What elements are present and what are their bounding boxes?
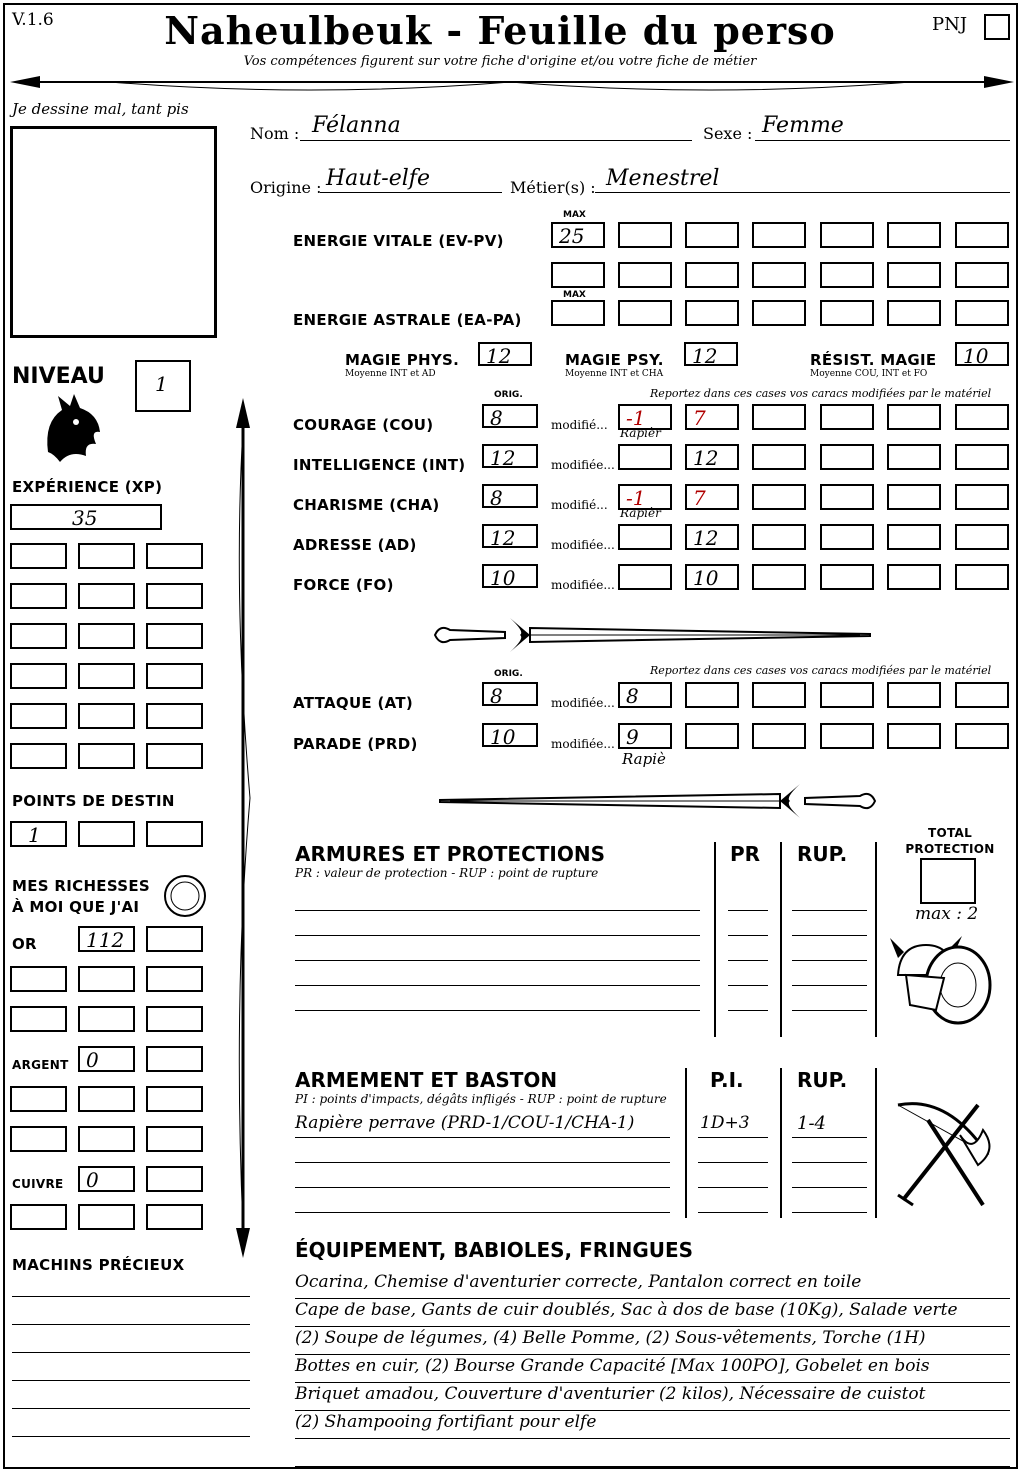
money-box[interactable] [78,1204,135,1230]
origine-value[interactable]: Haut-elfe [326,166,430,191]
xp-grid-box[interactable] [78,743,135,769]
xp-grid-box[interactable] [78,543,135,569]
armor-pr-line[interactable] [728,935,768,936]
money-box-value: 0 [86,1168,99,1192]
armor-pr-line[interactable] [728,1010,768,1011]
carac-box[interactable] [820,444,874,470]
ev-max-box[interactable]: 25 [551,222,605,248]
combat-label: ATTAQUE (AT) [293,694,414,712]
combat-orig-label: ORIG. [494,669,523,679]
armor-rup-label: RUP. [797,842,848,866]
carac-final-box-value: 12 [693,526,719,550]
weapon-rup-line[interactable] [792,1187,867,1188]
ev-box[interactable] [820,222,874,248]
carac-box[interactable] [752,484,806,510]
weapon-rup-line[interactable] [792,1137,867,1138]
weapon-line[interactable] [295,1212,670,1213]
machins-line[interactable] [12,1436,250,1437]
destin-box[interactable] [146,821,203,847]
money-box[interactable] [78,926,135,952]
weapon-rup[interactable]: 1-4 [797,1113,826,1134]
equipment-line[interactable]: (2) Shampooing fortifiant pour elfe [295,1412,1010,1439]
carac-orig-box-value: 10 [490,566,516,590]
carac-orig-box[interactable] [482,484,538,508]
machins-line[interactable] [12,1324,250,1325]
armor-divider [780,842,782,1037]
combat-box[interactable] [820,723,874,749]
cuivre-label: CUIVRE [12,1177,64,1191]
carac-mod-box[interactable] [618,524,672,550]
carac-final-box[interactable] [685,524,739,550]
resist-magie-label: RÉSIST. MAGIE [810,351,937,369]
xp-grid-box[interactable] [146,743,203,769]
armor-line[interactable] [295,960,700,961]
ev-box[interactable] [685,262,739,288]
magie-phys-note: Moyenne INT et AD [345,369,436,379]
combat-box[interactable] [887,723,941,749]
ev-box[interactable] [685,222,739,248]
xp-grid-box[interactable] [10,703,67,729]
pnj-label: PNJ [932,14,968,35]
carac-orig-box[interactable] [482,524,538,548]
xp-grid-box[interactable] [146,703,203,729]
ea-max-label: MAX [563,290,586,300]
weapon-rup-line[interactable] [792,1162,867,1163]
ea-box[interactable] [685,300,739,326]
carac-box[interactable] [752,524,806,550]
ev-box[interactable] [887,262,941,288]
magie-psy-box[interactable]: 12 [684,342,738,366]
page-title: Naheulbeuk - Feuille du perso [164,8,836,53]
money-box[interactable] [10,1204,67,1230]
armor-title: ARMURES ET PROTECTIONS [295,842,605,866]
weapons-pi-label: P.I. [710,1068,744,1092]
money-box[interactable] [78,1046,135,1072]
weapons-divider [685,1068,687,1218]
equipment-title: ÉQUIPEMENT, BABIOLES, FRINGUES [295,1238,694,1262]
carac-final-box[interactable] [685,404,739,430]
carac-orig-box[interactable] [482,564,538,588]
destin-box[interactable]: 1 [10,821,67,847]
combat-orig-box-value: 8 [490,684,503,708]
carac-orig-box-value: 12 [490,526,516,550]
xp-grid-box[interactable] [78,623,135,649]
carac-mod-box[interactable] [618,564,672,590]
money-box[interactable] [146,1086,203,1112]
money-box[interactable] [78,1126,135,1152]
carac-box[interactable] [820,484,874,510]
xp-grid-box[interactable] [146,623,203,649]
carac-mod-label: modifiée... [551,458,615,472]
carac-mod-label: modifié... [551,418,608,432]
total-protection-label-2: PROTECTION [905,842,995,856]
equipment-line[interactable] [295,1440,1010,1467]
money-box[interactable] [10,1126,67,1152]
combat-mod-box-value: 8 [626,684,639,708]
nom-value[interactable]: Félanna [312,113,401,138]
metier-value[interactable]: Menestrel [606,166,720,191]
sexe-label: Sexe : [703,124,753,143]
combat-mod-box[interactable] [618,682,672,708]
carac-mod-note: Rapièr [620,426,661,440]
ea-label: ENERGIE ASTRALE (EA-PA) [293,311,522,329]
combat-mod-box[interactable] [618,723,672,749]
combat-box[interactable] [955,723,1009,749]
ea-box[interactable] [752,300,806,326]
weapons-icon [888,1095,998,1215]
xp-grid-box[interactable] [78,703,135,729]
carac-final-box-value: 10 [693,566,719,590]
weapons-divider [780,1068,782,1218]
ev-label: ENERGIE VITALE (EV-PV) [293,232,504,250]
xp-grid-box[interactable] [10,663,67,689]
carac-box[interactable] [955,444,1009,470]
origine-line [320,192,502,193]
portrait-caption: Je dessine mal, tant pis [12,100,189,118]
carac-orig-box[interactable] [482,444,538,468]
destin-box[interactable] [78,821,135,847]
money-box[interactable] [146,1006,203,1032]
argent-label: ARGENT [12,1058,69,1072]
carac-box[interactable] [820,564,874,590]
xp-label: EXPÉRIENCE (XP) [12,478,163,496]
carac-final-box[interactable] [685,444,739,470]
carac-box[interactable] [955,404,1009,430]
money-box[interactable] [10,1086,67,1112]
money-box[interactable] [146,1204,203,1230]
armor-rup-line[interactable] [792,985,867,986]
carac-orig-box-value: 8 [490,486,503,510]
ea-box[interactable] [820,300,874,326]
machins-line[interactable] [12,1296,250,1297]
money-box[interactable] [146,1046,203,1072]
equipment-line[interactable]: Ocarina, Chemise d'aventurier correcte, Pantalon correct en toile [295,1272,1010,1299]
armor-line[interactable] [295,935,700,936]
armor-pr-line[interactable] [728,960,768,961]
xp-grid-box[interactable] [10,623,67,649]
ev-max-label: MAX [563,210,586,220]
ea-box[interactable] [887,300,941,326]
equipment-line[interactable]: Cape de base, Gants de cuir doublés, Sac à dos de base (10Kg), Salade verte [295,1300,1010,1327]
carac-box[interactable] [820,524,874,550]
ev-box[interactable] [551,262,605,288]
carac-mod-note: Rapièr [620,506,661,520]
carac-label: FORCE (FO) [293,576,394,594]
pnj-checkbox[interactable] [984,14,1010,40]
page-subtitle: Vos compétences figurent sur votre fiche d'origine et/ou votre fiche de métier [243,54,757,69]
weapons-rup-label: RUP. [797,1068,848,1092]
ea-max-box[interactable] [551,300,605,326]
carac-box[interactable] [820,404,874,430]
carac-final-box[interactable] [685,484,739,510]
combat-box[interactable] [820,682,874,708]
ev-box[interactable] [752,262,806,288]
armor-rup-line[interactable] [792,1010,867,1011]
xp-grid-box[interactable] [10,543,67,569]
armor-divider [714,842,716,1037]
carac-box[interactable] [887,564,941,590]
carac-mod-box[interactable] [618,444,672,470]
machins-line[interactable] [12,1380,250,1381]
carac-box[interactable] [752,404,806,430]
carac-label: CHARISME (CHA) [293,496,440,514]
carac-mod-label: modifié... [551,498,608,512]
money-box-value: 0 [86,1048,99,1072]
caracs-orig-label: ORIG. [494,390,523,400]
coin-icon [160,872,210,920]
weapon-pi-line[interactable] [698,1212,768,1213]
carac-final-box-value: 7 [693,486,706,510]
money-box[interactable] [78,1086,135,1112]
weapons-divider [875,1068,877,1218]
ea-box[interactable] [955,300,1009,326]
weapon-line[interactable] [295,1162,670,1163]
machins-label: MACHINS PRÉCIEUX [12,1256,185,1274]
destin-label: POINTS DE DESTIN [12,792,175,810]
combat-orig-box[interactable] [482,723,538,747]
ev-box[interactable] [752,222,806,248]
combat-box[interactable] [887,682,941,708]
total-protection-max: max : 2 [915,904,979,924]
armor-pr-line[interactable] [728,910,768,911]
xp-grid-box[interactable] [146,583,203,609]
carac-orig-box-value: 12 [490,446,516,470]
carac-final-box-value: 7 [693,406,706,430]
sword-icon [430,778,880,824]
carac-box[interactable] [955,564,1009,590]
weapon-line[interactable] [295,1187,670,1188]
equipment-line[interactable]: (2) Soupe de légumes, (4) Belle Pomme, (2) Sous-vêtements, Torche (1H) [295,1328,1010,1355]
richesses-label: MES RICHESSES [12,877,151,895]
money-box[interactable] [146,926,203,952]
carac-box[interactable] [887,524,941,550]
weapons-note: PI : points d'impacts, dégâts infligés - RUP : point de rupture [295,1092,667,1106]
xp-grid-box[interactable] [10,743,67,769]
carac-box[interactable] [887,484,941,510]
nom-line [300,140,692,141]
machins-line[interactable] [12,1352,250,1353]
machins-line[interactable] [12,1408,250,1409]
combat-orig-box[interactable] [482,682,538,706]
money-box-value: 112 [86,928,125,952]
richesses-label-2: À MOI QUE J'AI [12,898,140,916]
combat-mod-note: Rapiè [622,750,666,768]
armor-note: PR : valeur de protection - RUP : point de rupture [295,866,599,880]
xp-box[interactable]: 35 [10,504,162,530]
nom-label: Nom : [250,124,300,143]
equipment-line[interactable]: Briquet amadou, Couverture d'aventurier (2 kilos), Nécessaire de cuistot [295,1384,1010,1411]
combat-box[interactable] [752,682,806,708]
armor-line[interactable] [295,985,700,986]
sword-icon [430,612,880,658]
carac-box[interactable] [752,564,806,590]
money-box[interactable] [146,1126,203,1152]
ev-box[interactable] [618,262,672,288]
carac-box[interactable] [887,444,941,470]
total-protection-box[interactable] [920,858,976,904]
armor-divider [875,842,877,1037]
money-box[interactable] [78,966,135,992]
combat-orig-box-value: 10 [490,725,516,749]
total-protection-label: TOTAL [927,826,973,840]
money-box[interactable] [78,1006,135,1032]
version-label: V.1.6 [12,10,54,30]
carac-box[interactable] [887,404,941,430]
spear-divider-icon [10,70,1014,100]
spear-vertical-icon [228,398,258,1258]
metier-label: Métier(s) : [510,178,596,197]
money-box[interactable] [146,1166,203,1192]
weapon-name[interactable]: Rapière perrave (PRD-1/COU-1/CHA-1) [295,1113,635,1133]
carac-box[interactable] [955,524,1009,550]
xp-grid-box[interactable] [146,663,203,689]
weapon-pi-line[interactable] [698,1187,768,1188]
combat-label: PARADE (PRD) [293,735,418,753]
xp-grid-box[interactable] [146,543,203,569]
sexe-line [755,140,1010,141]
caracs-report-note: Reportez dans ces cases vos caracs modifiées par le matériel [650,387,992,400]
resist-magie-note: Moyenne COU, INT et FO [810,369,928,379]
dragon-icon [40,392,106,464]
ev-box[interactable] [955,222,1009,248]
weapon-pi-line[interactable] [698,1137,768,1138]
combat-mod-label: modifiée... [551,696,615,710]
xp-grid-box[interactable] [78,583,135,609]
carac-mod-label: modifiée... [551,578,615,592]
magie-psy-note: Moyenne INT et CHA [565,369,664,379]
ea-box[interactable] [618,300,672,326]
money-box[interactable] [78,1166,135,1192]
armor-pr-line[interactable] [728,985,768,986]
xp-grid-box[interactable] [78,663,135,689]
magie-phys-box[interactable]: 12 [478,342,532,366]
carac-box[interactable] [955,484,1009,510]
carac-final-box[interactable] [685,564,739,590]
carac-label: ADRESSE (AD) [293,536,417,554]
ev-box[interactable] [820,262,874,288]
metier-line [595,192,1010,193]
armor-rup-line[interactable] [792,960,867,961]
carac-label: COURAGE (COU) [293,416,434,434]
niveau-box[interactable]: 1 [135,360,191,412]
money-box[interactable] [10,966,67,992]
equipment-line[interactable]: Bottes en cuir, (2) Bourse Grande Capacité [Max 100PO], Gobelet en bois [295,1356,1010,1383]
portrait-box[interactable] [10,126,217,338]
armor-pr-label: PR [730,842,761,866]
magie-psy-label: MAGIE PSY. [565,351,664,369]
resist-magie-box[interactable]: 10 [955,342,1009,366]
armor-line[interactable] [295,1010,700,1011]
money-box[interactable] [10,1006,67,1032]
ev-box[interactable] [887,222,941,248]
combat-mod-label: modifiée... [551,737,615,751]
weapon-pi[interactable]: 1D+3 [700,1113,750,1133]
carac-mod-box-value: -1 [626,486,646,510]
combat-box[interactable] [685,723,739,749]
carac-mod-label: modifiée... [551,538,615,552]
carac-label: INTELLIGENCE (INT) [293,456,466,474]
sexe-value[interactable]: Femme [762,113,844,138]
weapon-rup-line[interactable] [792,1212,867,1213]
armor-rup-line[interactable] [792,935,867,936]
weapons-title: ARMEMENT ET BASTON [295,1068,558,1092]
or-label: OR [12,935,37,953]
carac-mod-box-value: -1 [626,406,646,430]
ev-box[interactable] [955,262,1009,288]
weapon-pi-line[interactable] [698,1162,768,1163]
money-box[interactable] [146,966,203,992]
ev-box[interactable] [618,222,672,248]
carac-orig-box[interactable] [482,404,538,428]
combat-report-note: Reportez dans ces cases vos caracs modifiées par le matériel [650,664,992,677]
combat-box[interactable] [955,682,1009,708]
niveau-label: NIVEAU [12,364,105,389]
combat-box[interactable] [685,682,739,708]
combat-box[interactable] [752,723,806,749]
carac-final-box-value: 12 [693,446,719,470]
armor-line[interactable] [295,910,700,911]
origine-label: Origine : [250,178,322,197]
xp-grid-box[interactable] [10,583,67,609]
carac-orig-box-value: 8 [490,406,503,430]
armor-rup-line[interactable] [792,910,867,911]
weapon-line[interactable] [295,1137,670,1138]
combat-mod-box-value: 9 [626,725,639,749]
carac-box[interactable] [752,444,806,470]
magie-phys-label: MAGIE PHYS. [345,351,460,369]
helmet-shield-icon [888,930,998,1030]
